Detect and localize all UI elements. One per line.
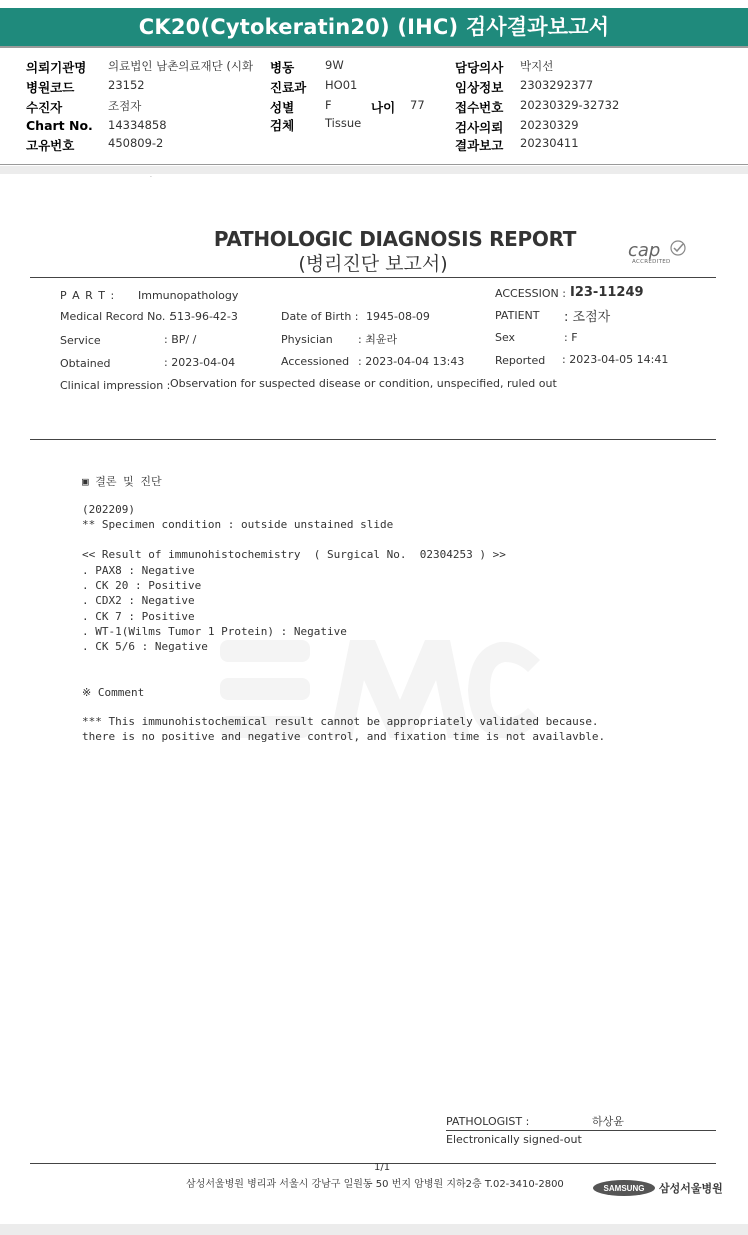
label-result-report-date: 결과보고 (455, 138, 504, 153)
clinical-impression-value: Observation for suspected disease or condition, unspecified, ruled out (170, 377, 557, 390)
result-item: . WT-1(Wilms Tumor 1 Protein) : Negative (82, 625, 347, 638)
footer-rule (30, 1163, 716, 1164)
value-sex: F (325, 98, 332, 112)
samsung-logo (592, 1179, 656, 1197)
label-age: 나이 (371, 100, 396, 115)
order-info-panel (0, 46, 748, 166)
samsung-logo-text: SAMSUNG (603, 1184, 645, 1193)
value-chart-no: 14334858 (108, 118, 167, 132)
obtained-label: Obtained (60, 357, 111, 370)
dob-label: Date of Birth : (281, 310, 359, 323)
label-department: 진료과 (270, 80, 307, 95)
sex-label: Sex (495, 331, 516, 344)
document-title: CK20(Cytokeratin20) (IHC) 검사결과보고서 (0, 8, 748, 46)
value-ward: 9W (325, 58, 344, 72)
part-value: Immunopathology (138, 289, 239, 302)
value-clinical-info: 2303292377 (520, 78, 594, 92)
result-item: . CK 7 : Positive (82, 610, 195, 623)
report-title: PATHOLOGIC DIAGNOSIS REPORT (213, 227, 577, 251)
service-value: : BP/ / (164, 333, 197, 346)
specimen-condition: ** Specimen condition : outside unstained slide (82, 518, 394, 531)
value-receipt-number: 20230329-32732 (520, 98, 620, 112)
footer-address: 삼성서울병원 병리과 서울시 강남구 일원동 50 번지 암병원 지하2층 T.02-3410-2800 (186, 1179, 564, 1190)
value-patient: 조점자 (108, 99, 142, 113)
value-specimen: Tissue (325, 116, 362, 130)
label-chart-no: Chart No. (26, 118, 93, 133)
value-test-request-date: 20230329 (520, 118, 579, 132)
header-gap (0, 166, 748, 174)
part-label: P A R T : (60, 289, 116, 302)
mrn-label: Medical Record No. : (60, 310, 173, 323)
value-attending-doctor: 박지선 (520, 59, 554, 73)
physician-label: Physician (281, 333, 333, 346)
comment-line: *** This immunohistochemical result cannot be appropriately validated because. (82, 715, 599, 728)
dob-value: 1945-08-09 (366, 310, 430, 323)
value-department: HO01 (325, 78, 358, 92)
report-info-rule (30, 439, 716, 440)
physician-value: : 최윤라 (358, 333, 398, 346)
service-label: Service (60, 334, 101, 347)
label-test-request-date: 검사의뢰 (455, 120, 504, 135)
page-number: 1/1 (374, 1162, 391, 1173)
result-item: . CK 20 : Positive (82, 579, 202, 592)
label-hospital-code: 병원코드 (26, 80, 75, 95)
signed-out-status: Electronically signed-out (446, 1133, 582, 1146)
mrn-value: 513-96-42-3 (170, 310, 238, 323)
pathologist-name: 하상윤 (592, 1115, 624, 1128)
label-receipt-number: 접수번호 (455, 100, 504, 115)
value-unique-number: 450809-2 (108, 136, 164, 150)
value-result-report-date: 20230411 (520, 136, 579, 150)
header-divider (0, 164, 748, 165)
label-clinical-info: 임상정보 (455, 80, 504, 95)
obtained-value: : 2023-04-04 (164, 356, 236, 369)
reported-label: Reported (495, 354, 546, 367)
label-requesting-institution: 의뢰기관명 (26, 60, 87, 75)
diagnosis-code: (202209) (82, 503, 135, 516)
comment-line: there is no positive and negative control, and fixation time is not availavble. (82, 730, 606, 743)
cap-accredited-text: ACCREDITED (632, 259, 671, 265)
section-heading-conclusion: ▣ 결론 및 진단 (82, 475, 162, 488)
accession-value: I23-11249 (570, 285, 644, 300)
value-requesting-institution: 의료법인 남촌의료재단 (시화 (108, 59, 254, 73)
label-ward: 병동 (270, 60, 295, 75)
label-patient: 수진자 (26, 100, 63, 115)
result-item: . CK 5/6 : Negative (82, 640, 208, 653)
clinical-impression-label: Clinical impression : (60, 379, 171, 392)
comment-heading: ※ Comment (82, 686, 145, 699)
label-unique-number: 고유번호 (26, 138, 75, 153)
accessioned-value: : 2023-04-04 13:43 (358, 355, 465, 368)
label-sex: 성별 (270, 100, 295, 115)
accessioned-label: Accessioned (281, 355, 350, 368)
reported-value: : 2023-04-05 14:41 (562, 353, 669, 366)
value-hospital-code: 23152 (108, 78, 145, 92)
scan-mark: · (150, 174, 152, 181)
patient-label: PATIENT (495, 309, 540, 322)
result-item: . CDX2 : Negative (82, 594, 195, 607)
cap-logo-text: cap (628, 240, 661, 261)
accession-label: ACCESSION : (495, 287, 566, 300)
report-subtitle: (병리진단 보고서) (298, 253, 448, 275)
value-age: 77 (410, 98, 425, 112)
sex-value: : F (564, 331, 578, 344)
label-attending-doctor: 담당의사 (455, 60, 504, 75)
page-bottom-band (0, 1224, 748, 1235)
hospital-name: 삼성서울병원 (659, 1182, 723, 1195)
pathologist-label: PATHOLOGIST : (446, 1115, 530, 1128)
label-specimen: 검체 (270, 118, 295, 133)
patient-value: : 조점자 (564, 310, 611, 325)
signature-rule (446, 1130, 716, 1131)
result-header: << Result of immunohistochemistry ( Surgical No. 02304253 ) >> (82, 548, 506, 561)
result-item: . PAX8 : Negative (82, 564, 195, 577)
report-top-rule (30, 277, 716, 278)
